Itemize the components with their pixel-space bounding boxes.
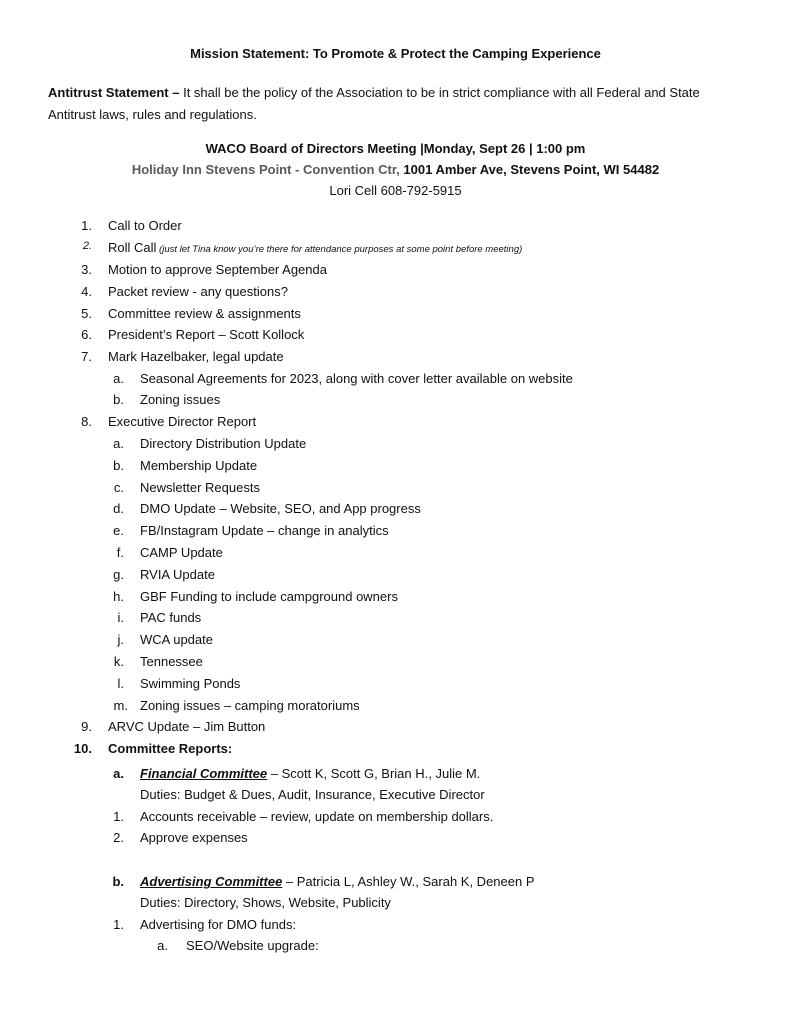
meeting-info	[0, 138, 791, 201]
meeting-title: WACO Board of Directors Meeting |Monday, Sept 26 | 1:00 pm	[205, 141, 586, 156]
venue-address: 1001 Amber Ave, Stevens Point, WI 54482	[399, 162, 660, 177]
financial-committee-members: – Scott K, Scott G, Brian H., Julie M.	[267, 766, 481, 781]
antitrust-label: Antitrust Statement –	[48, 85, 180, 100]
advertising-committee-name: Advertising Committee	[140, 874, 283, 889]
antitrust-text: It shall be the policy of the Association to be in strict compliance with all Federal and State Antitrust laws, rules and regulations.	[48, 85, 700, 122]
mission-statement: Mission Statement: To Promote & Protect the Camping Experience	[190, 46, 601, 61]
contact-phone: Lori Cell 608-792-5915	[329, 183, 462, 198]
roll-call-label: Roll Call	[108, 240, 157, 255]
antitrust-statement	[48, 82, 748, 126]
roll-call-note: (just let Tina know you’re there for attendance purposes at some point before meeting)	[156, 244, 523, 255]
venue-name: Holiday Inn Stevens Point - Convention Ctr,	[131, 162, 400, 177]
advertising-committee-members: – Patricia L, Ashley W., Sarah K, Deneen P	[282, 874, 535, 889]
document-page: Mission Statement: To Promote & Protect the Camping Experience Antitrust Statement – It shall be the policy of the Association to be in strict compliance with all Federal and State Antitrust laws, rules and regulations. WACO Board of Directors Meeting |Monday, Sept 26 | 1:00 pm Holiday Inn Stevens Point - Convention Ctr, 1001 Amber Ave, Stevens Point, WI 54482 Lori Cell 608-792-5915 1. Call to Order 2. Roll Call (just let Tina know you’re there for attendance purposes at some point before meeting) 3. Motion to approve September Agenda 4. Packet review - any questions? 5. Committee review & assignments 6. President’s Report – Scott Kollock 7. Mark Hazelbaker, legal update a. Seasonal Agreements for 2023, along with cover letter available on website b. Zoning issues 8. Executive Director Report a. Directory Distribution Update b. Membership Update c. Newsletter Requests d. DMO Update – Website, SEO, and App progress e. FB/Instagram Update – change in analytics f. CAMP Update g. RVIA Update h. GBF Funding to include campground owners i. PAC funds j. WCA update k. Tennessee l. Swimming Ponds m. Zoning issues – camping moratoriums 9. ARVC Update – Jim Button 10. Committee Reports: a. Financial Committee – Scott K, Scott G, Brian H., Julie M. Duties: Budget & Dues, Audit, Insurance, Executive Director 1. Accounts receivable – review, update on membership dollars. 2. Approve expenses b. Advertising Committee – Patricia L, Ashley W., Sarah K, Deneen P Duties: Directory, Shows, Website, Publicity 1. Advertising for DMO funds: a. SEO/Website upgrade:	[0, 0, 791, 1024]
financial-committee-name: Financial Committee	[140, 766, 268, 781]
meeting-location	[0, 159, 791, 180]
